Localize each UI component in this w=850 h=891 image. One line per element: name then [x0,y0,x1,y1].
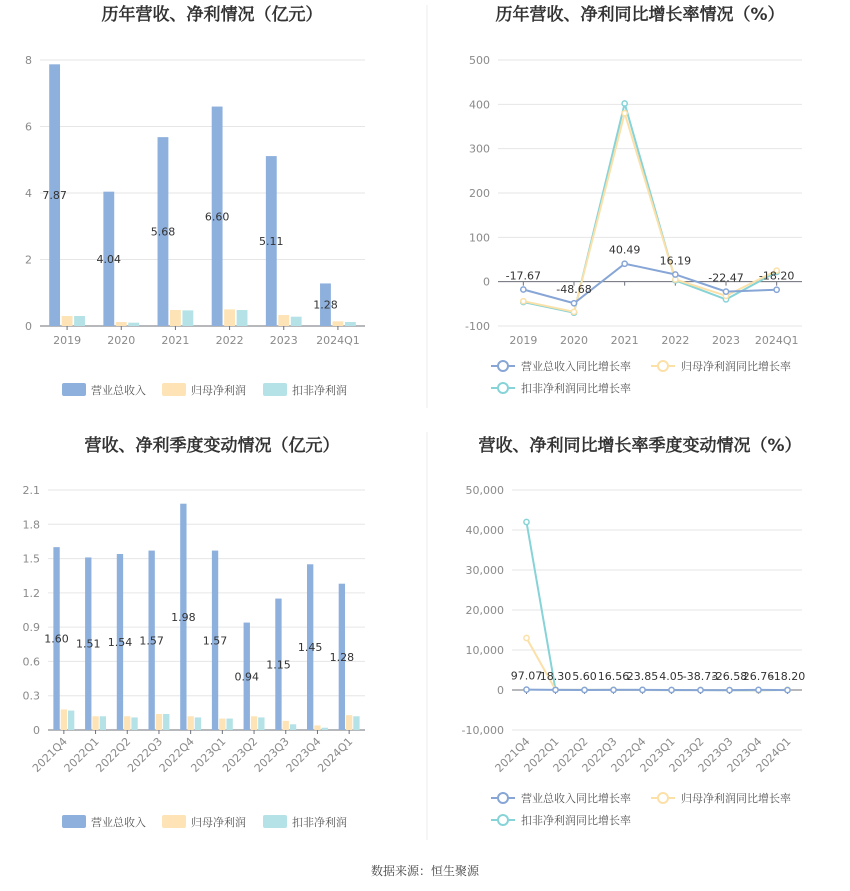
annual-line-legend-label: 营业总收入同比增长率 [521,360,631,373]
quarter-bar-data-label: 1.60 [44,632,69,646]
quarter-bar-data-label: 1.51 [76,637,101,651]
quarter-line-series-line-3 [527,522,788,690]
annual-line-legend-label: 扣非净利润同比增长率 [521,382,631,395]
quarter-bar-bar-2 [187,716,193,730]
quarter-bar-bar-3 [195,717,201,730]
quarter-bar-legend-swatch [263,815,287,828]
annual-line-ytick-label: 400 [469,98,490,112]
quarter-bar-xtick-label: 2023Q4 [283,734,324,775]
quarter-line-legend-marker [658,793,668,803]
quarter-line-point-1 [785,687,790,692]
quarter-bar-legend-label: 扣非净利润 [292,816,347,829]
quarter-bar-bar-3 [68,711,74,730]
annual-bar-data-label: 6.60 [204,210,230,224]
quarter-bar-bar-2 [219,719,225,730]
quarter-line-data-label: 4.05 [659,669,684,683]
quarter-line-point-3 [524,519,529,524]
annual-line-xtick-label: 2020 [560,334,588,347]
annual-line-xtick-label: 2024Q1 [754,334,799,347]
quarter-line-xtick-label: 2023Q4 [724,734,765,775]
annual-line-xtick-label: 2021 [610,334,639,347]
annual-line-legend-marker [498,361,508,371]
annual-bar-legend-swatch [162,383,186,396]
annual-bar-bar-3 [345,322,356,326]
data-source-note: 数据来源：恒生聚源 [370,864,479,878]
quarter-line-point-1 [611,687,616,692]
quarter-bar-data-label: 1.98 [171,610,196,624]
quarter-line-data-label: -18.20 [769,670,806,684]
quarter-bar-bar-3 [163,714,169,730]
annual-bar-ytick-label: 8 [25,54,32,67]
quarter-line-ytick-label: 20,000 [465,604,504,617]
quarter-bar-data-label: 0.94 [234,670,260,684]
quarter-bar-xtick-label: 2023Q2 [220,734,261,775]
quarter-line-legend-label: 扣非净利润同比增长率 [521,814,631,827]
annual-bar-xtick-label: 2023 [269,334,298,347]
quarter-line-point-1 [640,687,645,692]
annual-bar-bar-2 [224,309,235,326]
quarter-bar-ytick-label: 0.6 [22,655,40,669]
quarter-bar-data-label: 1.54 [107,636,133,649]
quarter-bar-bar-2 [251,716,257,730]
quarter-bar-bar-3 [322,728,328,730]
quarter-bar-ytick-label: 2.1 [22,484,40,497]
annual-bar-ytick-label: 2 [25,253,32,267]
annual-line-ytick-label: 0 [483,275,490,289]
quarter-bar-xtick-label: 2022Q3 [125,734,166,775]
quarter-bar-bar-2 [124,716,130,730]
quarter-bar-xtick-label: 2022Q4 [156,734,197,775]
quarter-bar-bar-3 [100,716,106,730]
annual-bar-bar-3 [74,316,85,326]
annual-line-point-3 [622,101,627,106]
annual-bar-xtick-label: 2024Q1 [316,334,360,347]
quarter-bar-data-label: 1.57 [202,634,228,648]
quarter-line-data-label: -38.73 [682,670,719,684]
quarter-line-data-label: 23.85 [626,669,659,683]
quarter-bar-bar-2 [92,716,98,730]
annual-bar-ytick-label: 0 [25,320,32,333]
quarter-line-data-label: 5.60 [572,669,597,683]
quarter-line-data-label: 26.76 [742,669,775,683]
annual-line-point-2 [571,309,576,314]
quarter-bar-ytick-label: 1.5 [22,552,40,566]
annual-bar-xtick-label: 2019 [53,334,82,347]
annual-bar-data-label: 5.68 [150,225,176,239]
quarter-line-data-label: 18.30 [539,669,572,683]
annual-line-ytick-label: 200 [469,187,490,200]
annual-bar-legend-swatch [263,383,287,396]
quarter-bar-ytick-label: 0.9 [22,621,40,635]
quarter-line-point-1 [756,687,761,692]
annual-line-point-1 [774,287,779,292]
quarter-line-xtick-label: 2024Q1 [753,734,794,775]
quarter-line-series-line-1 [527,690,788,691]
annual-line-data-label: 16.19 [659,254,692,268]
quarter-bar-bar-3 [131,717,137,730]
annual-line-data-label: -48.68 [556,283,592,297]
quarter-bar-bar-2 [314,725,320,730]
annual-line-ytick-label: -100 [465,320,490,333]
quarter-line-ytick-label: -10,000 [461,724,504,737]
annual-line-data-label: -17.67 [505,269,542,283]
annual-line-ytick-label: 100 [469,231,490,245]
annual-bar-legend-label: 扣非净利润 [292,384,347,397]
quarter-line-ytick-label: 40,000 [465,524,504,537]
annual-line-point-1 [723,289,728,294]
quarter-bar-bar-2 [283,721,289,730]
quarter-line-xtick-label: 2023Q1 [637,734,678,775]
quarter-line-legend-label: 营业总收入同比增长率 [521,792,631,805]
annual-bar-bar-2 [62,316,73,326]
quarter-bar-data-label: 1.45 [297,641,323,655]
quarter-line-point-1 [669,687,674,692]
quarter-bar-xtick-label: 2021Q4 [29,734,70,775]
quarter-bar-data-label: 1.28 [329,650,355,664]
quarter-line-data-label: 16.56 [597,669,630,683]
quarter-line-title: 营收、净利同比增长率季度变动情况（%） [478,436,802,456]
quarter-line-data-label: -26.58 [711,670,748,684]
annual-bar-bar-2 [333,321,344,326]
quarter-bar-xtick-label: 2022Q2 [93,734,134,775]
quarter-line-xtick-label: 2021Q4 [492,734,533,775]
quarter-bar-data-label: 1.57 [139,634,164,648]
annual-line-xtick-label: 2022 [661,334,690,347]
annual-line-data-label: -18.20 [758,269,795,283]
quarter-bar-bar-2 [61,709,67,730]
annual-line-xtick-label: 2019 [509,334,538,347]
annual-bar-bar-2 [116,322,127,326]
quarter-line-ytick-label: 30,000 [465,564,504,577]
quarter-bar-bar-3 [353,716,359,730]
annual-bar-data-label: 1.28 [313,298,338,312]
quarter-line-xtick-label: 2022Q3 [579,734,620,775]
annual-bar-bar-2 [278,315,289,326]
quarter-bar-legend-swatch [162,815,186,828]
annual-bar-xtick-label: 2021 [161,334,190,347]
annual-line-point-1 [521,287,526,292]
annual-line-title: 历年营收、净利同比增长率情况（%） [495,5,785,25]
quarter-line-legend-label: 归母净利润同比增长率 [681,792,791,805]
annual-line-legend-marker [498,383,508,393]
annual-bar-data-label: 5.11 [259,235,284,249]
annual-line-point-1 [622,261,627,266]
quarter-bar-xtick-label: 2024Q1 [315,734,356,775]
annual-bar-data-label: 4.04 [96,252,122,266]
annual-bar-ytick-label: 6 [25,120,32,134]
annual-line-xtick-label: 2023 [712,334,740,347]
quarter-line-xtick-label: 2023Q2 [666,734,707,775]
annual-bar-legend-swatch [62,383,86,396]
quarter-line-ytick-label: 50,000 [465,484,504,497]
quarter-bar-ytick-label: 1.8 [22,518,40,532]
quarter-line-legend-marker [498,793,508,803]
annual-bar-legend-label: 营业总收入 [91,384,146,397]
quarter-line-xtick-label: 2022Q1 [521,734,562,775]
quarter-line-point-1 [727,688,732,693]
annual-bar-bar-3 [237,310,248,326]
quarter-line-data-label: 97.07 [510,669,543,683]
quarter-bar-data-label: 1.15 [266,658,291,672]
annual-line-legend-label: 归母净利润同比增长率 [681,360,791,373]
annual-line-ytick-label: 500 [469,54,490,67]
quarter-line-point-1 [582,687,587,692]
quarter-line-ytick-label: 0 [497,684,504,697]
quarter-line-point-1 [524,687,529,692]
quarter-line-point-1 [553,687,558,692]
annual-line-point-1 [673,272,678,277]
annual-bar-bar-3 [291,317,302,326]
annual-line-legend-marker [658,361,668,371]
quarter-line-legend-marker [498,815,508,825]
quarter-line-xtick-label: 2022Q4 [608,734,649,775]
quarter-bar-ytick-label: 0.3 [22,689,40,703]
quarter-line-ytick-label: 10,000 [465,644,504,657]
annual-bar-bar-3 [182,310,193,326]
quarter-bar-bar-3 [226,719,232,730]
quarter-bar-bar-3 [258,717,264,730]
quarter-bar-legend-label: 归母净利润 [191,816,246,829]
quarter-bar-ytick-label: 1.2 [22,586,40,600]
annual-bar-data-label: 7.87 [42,189,67,203]
annual-line-data-label: 40.49 [608,243,641,257]
annual-bar-bar-3 [128,323,139,326]
quarter-bar-legend-swatch [62,815,86,828]
quarter-bar-bar-2 [156,714,162,730]
annual-line-ytick-label: 300 [469,142,490,156]
quarter-bar-bar-2 [346,715,352,730]
annual-line-point-1 [571,301,576,306]
quarter-bar-legend-label: 营业总收入 [91,816,146,829]
quarter-bar-bar-3 [290,724,296,730]
annual-line-data-label: -22.47 [708,271,744,285]
annual-bar-xtick-label: 2020 [107,334,136,347]
annual-bar-ytick-label: 4 [25,187,32,200]
quarter-line-xtick-label: 2023Q3 [695,734,736,775]
annual-bar-legend-label: 归母净利润 [191,384,246,397]
annual-bar-xtick-label: 2022 [215,334,244,347]
quarter-bar-ytick-label: 0 [33,724,40,737]
annual-line-point-2 [622,111,627,116]
quarter-bar-title: 营收、净利季度变动情况（亿元） [84,436,340,456]
quarter-bar-xtick-label: 2023Q1 [188,734,229,775]
quarter-bar-xtick-label: 2022Q1 [61,734,102,775]
quarter-bar-xtick-label: 2023Q3 [251,734,292,775]
quarter-line-point-2 [524,635,529,640]
quarter-line-point-1 [698,688,703,693]
quarter-line-xtick-label: 2022Q2 [550,734,591,775]
annual-line-point-2 [521,299,526,304]
annual-bar-title: 历年营收、净利情况（亿元） [101,5,323,25]
annual-bar-bar-2 [170,310,181,326]
